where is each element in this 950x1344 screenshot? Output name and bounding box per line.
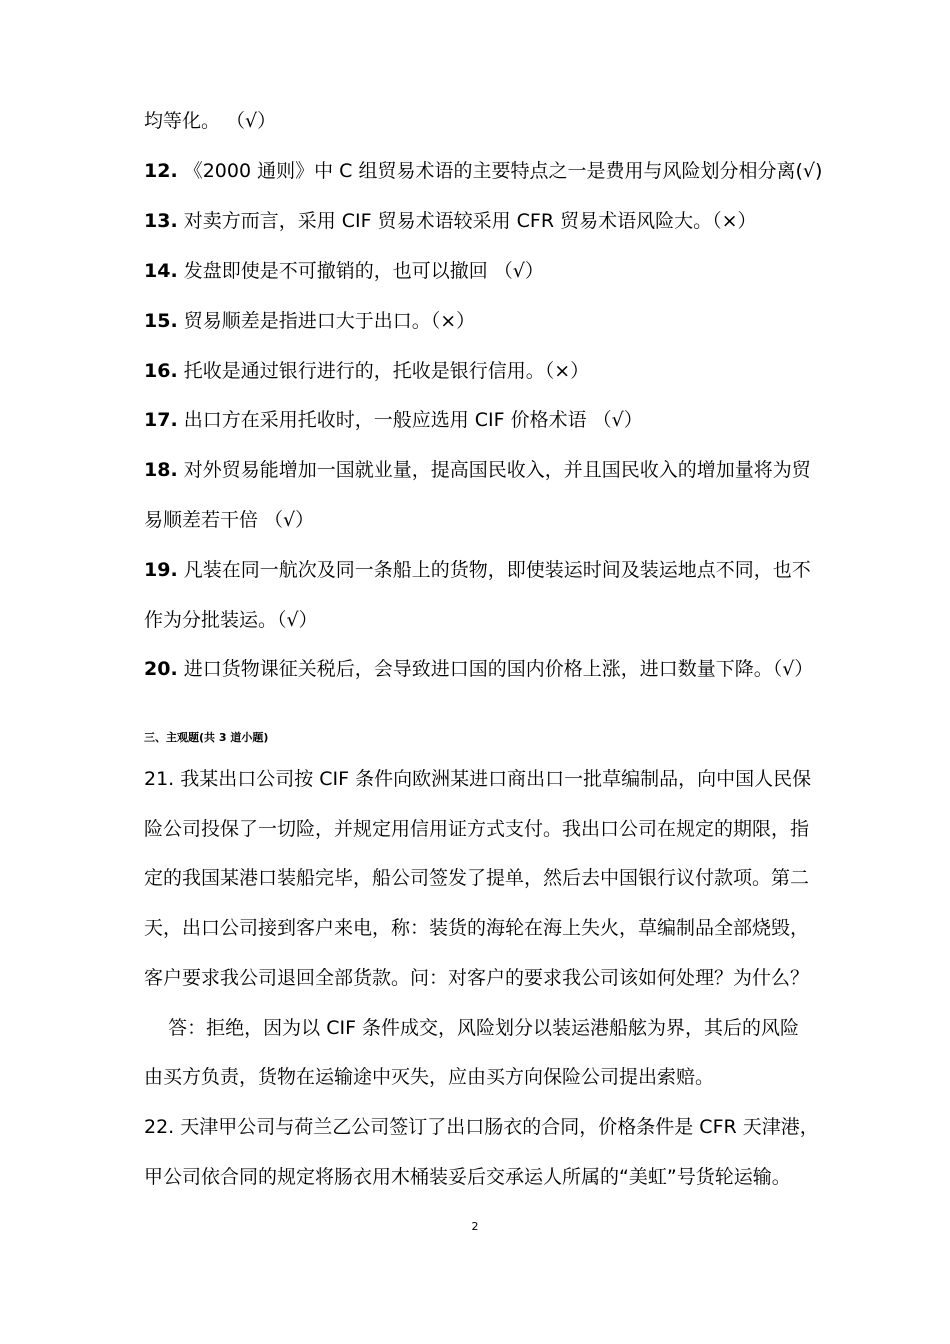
tf-item-18: 18. 对外贸易能增加一国就业量，提高国民收入，并且国民收入的增加量将为贸: [144, 459, 811, 481]
tf-item-19: 19. 凡装在同一航次及同一条船上的货物，即使装运时间及装运地点不同，也不: [144, 559, 811, 581]
tf-item-19-cont: 作为分批装运。（√）: [144, 609, 318, 631]
tf-item-16: 16. 托收是通过银行进行的，托收是银行信用。（×）: [144, 360, 590, 382]
subjective-line: 险公司投保了一切险，并规定用信用证方式支付。我出口公司在规定的期限，指: [144, 818, 810, 840]
tf-item-12: 12. 《2000 通则》中 C 组贸易术语的主要特点之一是费用与风险划分相分离(√): [144, 160, 823, 182]
page-number: 2: [471, 1220, 479, 1233]
tf-item: 均等化。 （√）: [144, 110, 277, 132]
subjective-line: 客户要求我公司退回全部货款。问：对客户的要求我公司该如何处理？为什么？: [144, 967, 810, 989]
answer-line: 由买方负责，货物在运输途中灭失，应由买方向保险公司提出索赔。: [144, 1066, 715, 1088]
answer-line: 答：拒绝，因为以 CIF 条件成交，风险划分以装运港船舷为界，其后的风险: [144, 1017, 800, 1039]
tf-item-13: 13. 对卖方而言，采用 CIF 贸易术语较采用 CFR 贸易术语风险大。（×）: [144, 210, 757, 232]
tf-item-18-cont: 易顺差若干倍 （√）: [144, 509, 315, 531]
subjective-line: 甲公司依合同的规定将肠衣用木桶装妥后交承运人所属的“美虹”号货轮运输。: [144, 1166, 791, 1188]
tf-item-15: 15. 贸易顺差是指进口大于出口。（×）: [144, 310, 476, 332]
tf-item-14: 14. 发盘即使是不可撤销的，也可以撤回 （√）: [144, 260, 544, 282]
subjective-line: 22. 天津甲公司与荷兰乙公司签订了出口肠衣的合同，价格条件是 CFR 天津港，: [144, 1116, 819, 1138]
subjective-line: 定的我国某港口装船完毕，船公司签发了提单，然后去中国银行议付款项。第二: [144, 867, 810, 889]
subjective-line: 21. 我某出口公司按 CIF 条件向欧洲某进口商出口一批草编制品，向中国人民保: [144, 768, 812, 790]
subjective-line: 天，出口公司接到客户来电，称：装货的海轮在海上失火，草编制品全部烧毁，: [144, 917, 810, 939]
tf-item-17: 17. 出口方在采用托收时，一般应选用 CIF 价格术语 （√）: [144, 409, 643, 431]
tf-item-20: 20. 进口货物课征关税后，会导致进口国的国内价格上涨，进口数量下降。（√）: [144, 658, 814, 680]
section-title: 三、主观题(共 3 道小题): [144, 731, 269, 744]
